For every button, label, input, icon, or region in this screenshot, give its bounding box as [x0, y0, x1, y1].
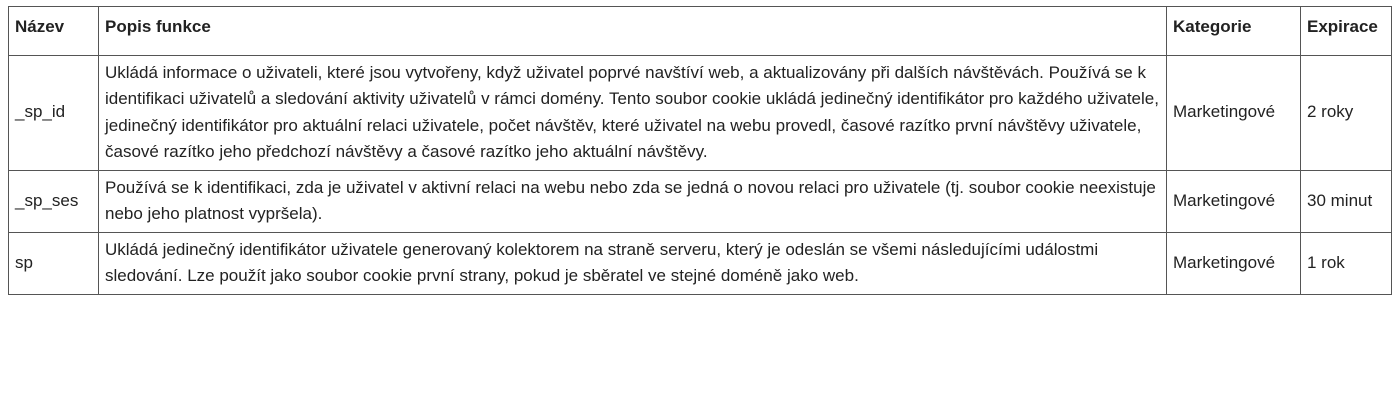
- cookie-expiration: 30 minut: [1301, 170, 1392, 232]
- cookie-category: Marketingové: [1167, 55, 1301, 170]
- cookie-name: _sp_id: [9, 55, 99, 170]
- cookie-description: Ukládá informace o uživateli, které jsou vytvořeny, když uživatel poprvé navštíví web, a aktualizovány při dalších návštěvách. Používá se k identifikaci uživatelů a sledování aktivity uživatelů v rámci domény. Tento soubor cookie ukládá jedinečný identifikátor pro každého uživatele, jedinečný identifikátor pro aktuální relaci uživatele, počet návštěv, které uživatel na webu provedl, časové razítko první návštěvy uživatele, časové razítko jeho předchozí návštěvy a časové razítko jeho aktuální návštěvy.: [99, 55, 1167, 170]
- header-description: Popis funkce: [99, 7, 1167, 56]
- cookie-category: Marketingové: [1167, 170, 1301, 232]
- cookie-expiration: 2 roky: [1301, 55, 1392, 170]
- header-expiration: Expirace: [1301, 7, 1392, 56]
- table-row: [9, 232, 1392, 294]
- cookie-table: [8, 6, 1392, 295]
- cookie-name: sp: [9, 232, 99, 294]
- table-body: [9, 55, 1392, 294]
- cookie-name: _sp_ses: [9, 170, 99, 232]
- header-row: [9, 7, 1392, 56]
- table-row: [9, 55, 1392, 170]
- header-name: Název: [9, 7, 99, 56]
- table-row: [9, 170, 1392, 232]
- cookie-category: Marketingové: [1167, 232, 1301, 294]
- cookie-description: Ukládá jedinečný identifikátor uživatele generovaný kolektorem na straně serveru, který je odeslán se všemi následujícími událostmi sledování. Lze použít jako soubor cookie první strany, pokud je sběratel ve stejné doméně jako web.: [99, 232, 1167, 294]
- table-header: [9, 7, 1392, 56]
- cookie-description: Používá se k identifikaci, zda je uživatel v aktivní relaci na webu nebo zda se jedná o novou relaci pro uživatele (tj. soubor cookie neexistuje nebo jeho platnost vypršela).: [99, 170, 1167, 232]
- header-category: Kategorie: [1167, 7, 1301, 56]
- cookie-expiration: 1 rok: [1301, 232, 1392, 294]
